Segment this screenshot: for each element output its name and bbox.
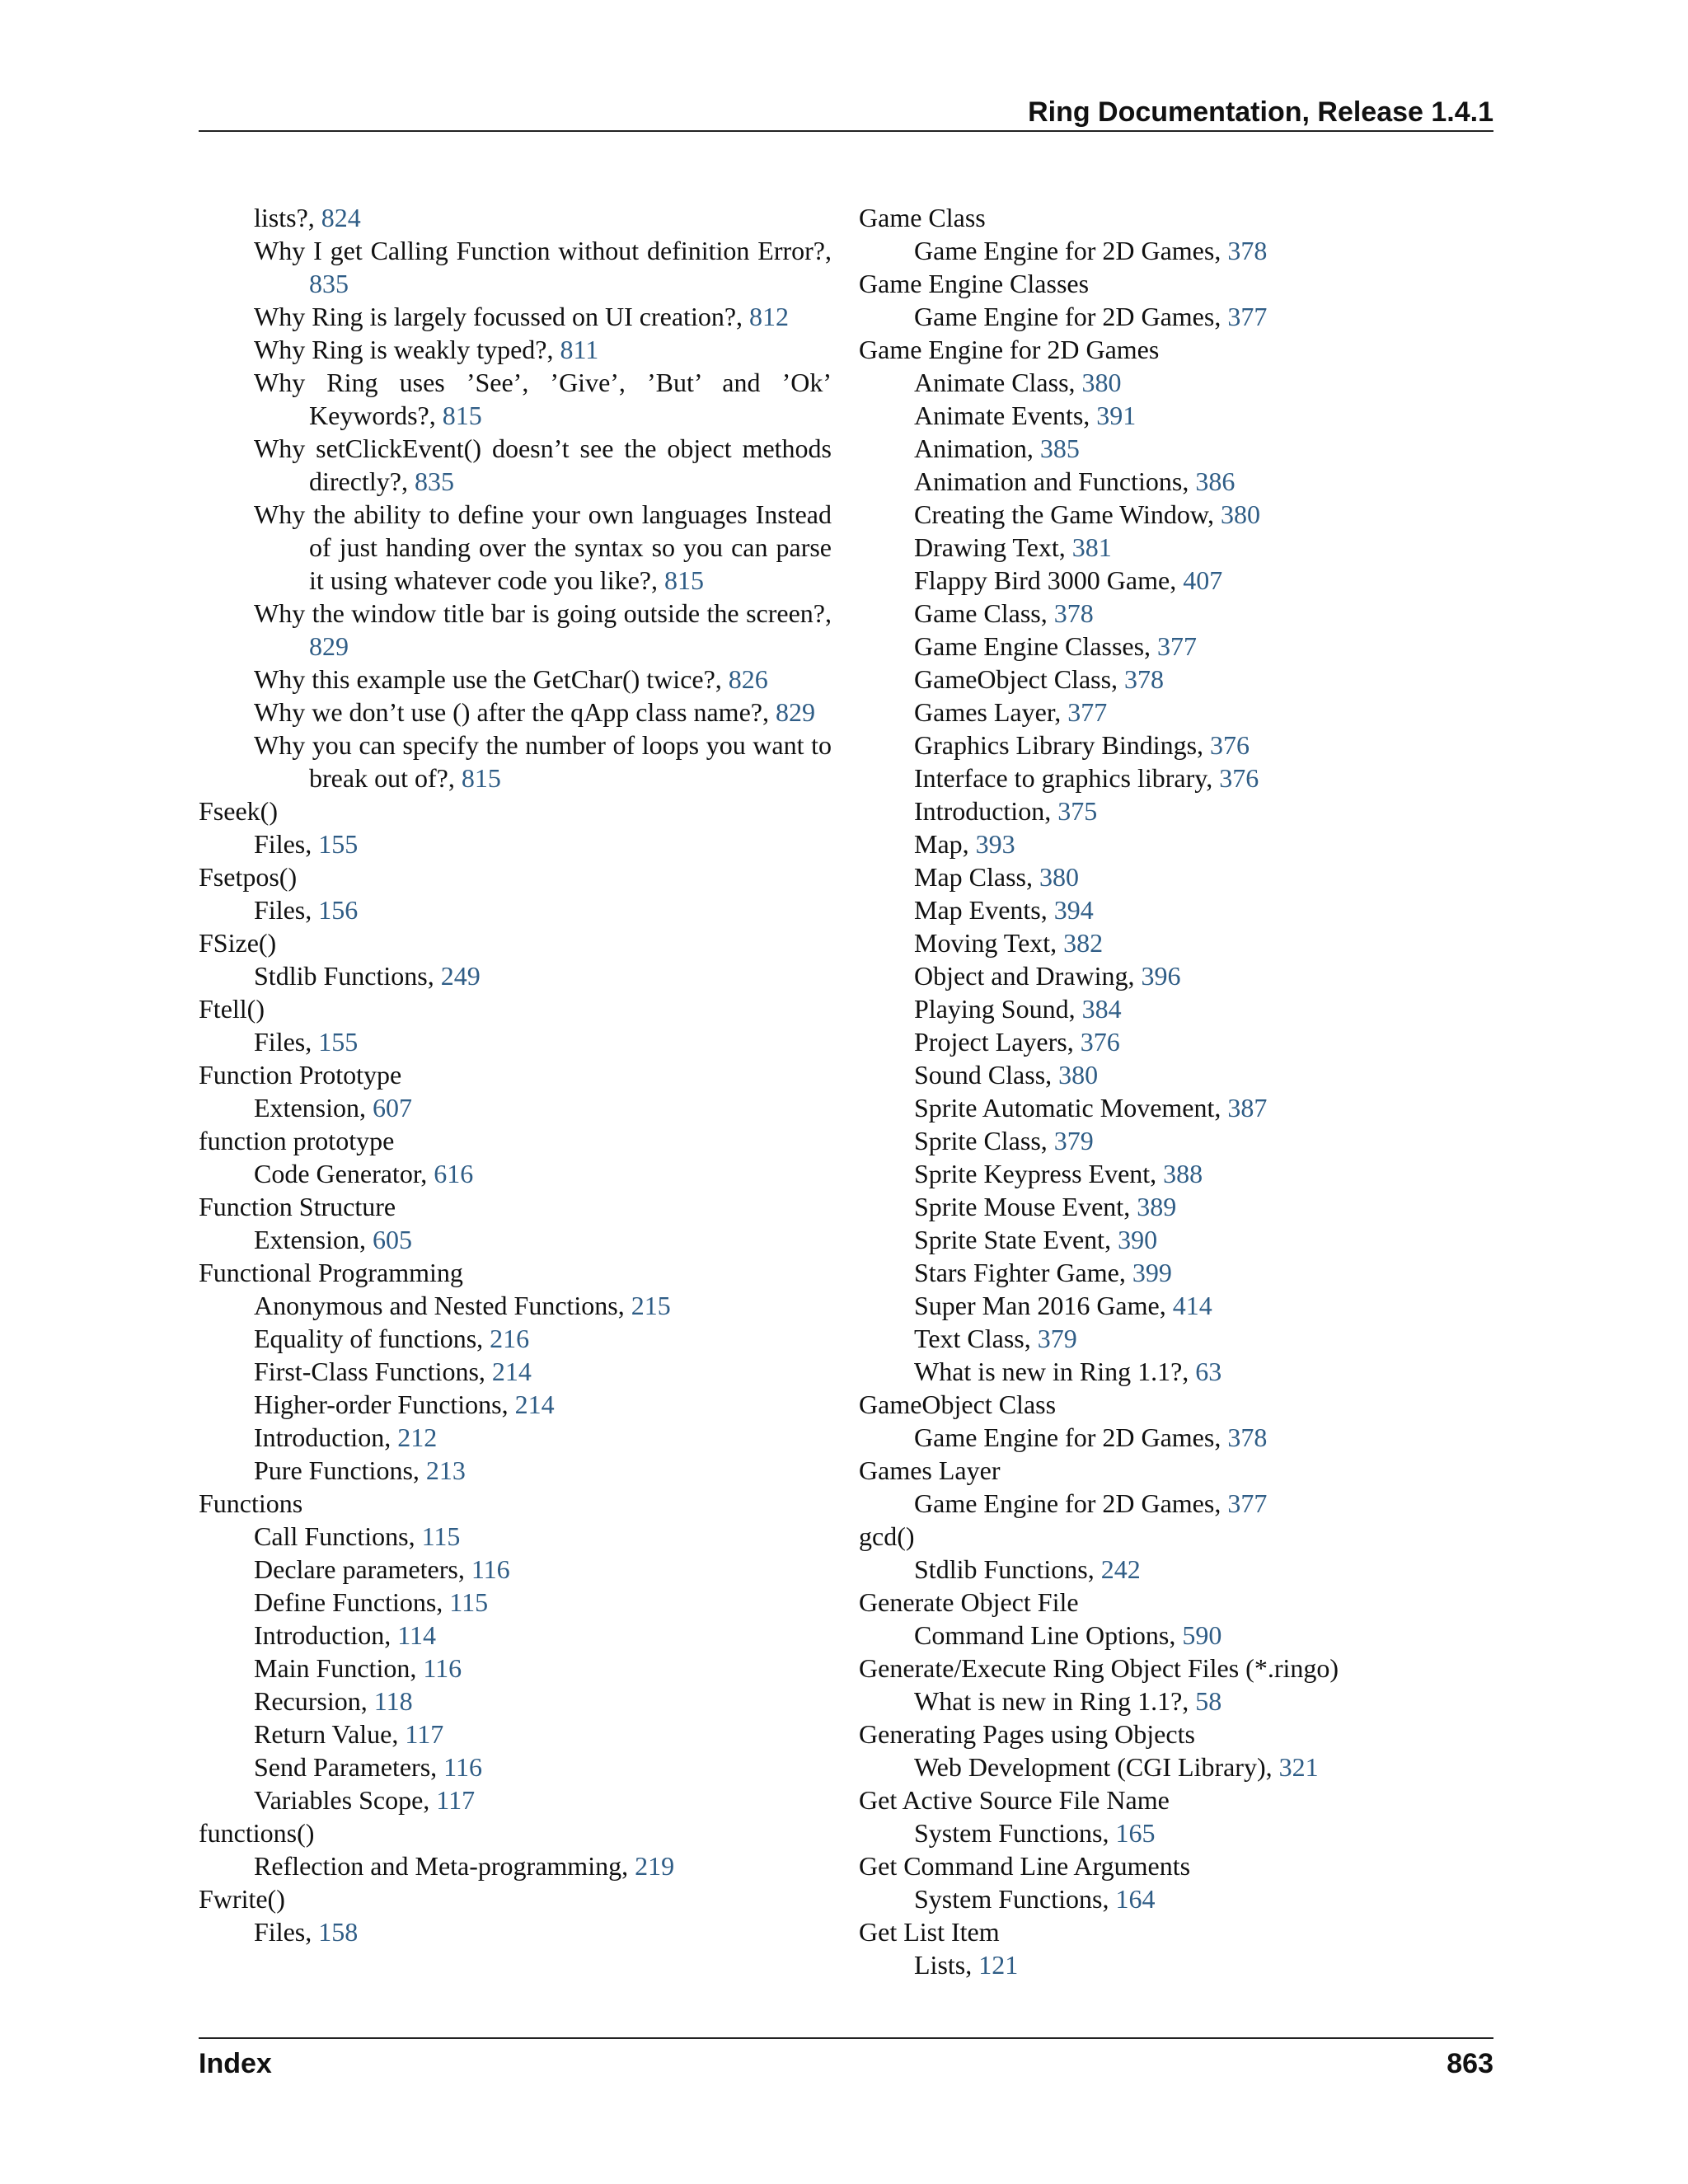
page-link[interactable]: 815 — [663, 565, 704, 595]
entry-text: Object and Drawing, — [914, 961, 1142, 991]
index-term — [859, 1388, 1493, 1421]
entry-text: GameObject Class, — [914, 664, 1125, 694]
index-subentry — [859, 1619, 1493, 1652]
index-subentry — [199, 1355, 832, 1388]
page-link[interactable]: 824 — [321, 203, 361, 232]
entry-text: Game Engine for 2D Games, — [914, 236, 1228, 265]
index-subentry — [859, 531, 1493, 564]
entry-text: Get Active Source File Name — [859, 1785, 1170, 1815]
entry-text: Equality of functions, — [254, 1324, 490, 1353]
index-column-left — [199, 201, 832, 1948]
page-link[interactable]: 115 — [449, 1587, 489, 1617]
index-term — [199, 1124, 832, 1157]
entry-text: Files, — [254, 895, 319, 925]
index-subentry — [859, 762, 1493, 794]
index-subentry — [859, 1256, 1493, 1289]
index-term — [199, 1256, 832, 1289]
index-term — [859, 1520, 1493, 1553]
index-subentry — [199, 663, 832, 696]
index-subentry — [199, 366, 832, 432]
index-term — [859, 1915, 1493, 1948]
entry-text: Variables Scope, — [254, 1785, 437, 1815]
entry-text: Animate Events, — [914, 401, 1097, 430]
entry-text: Games Layer — [859, 1455, 1001, 1485]
page-link[interactable]: 379 — [1037, 1324, 1077, 1353]
entry-text: Files, — [254, 1917, 319, 1947]
page-link[interactable]: 380 — [1058, 1060, 1099, 1090]
index-term — [199, 1190, 832, 1223]
index-subentry — [199, 1421, 832, 1454]
page-link[interactable]: 164 — [1115, 1884, 1156, 1914]
entry-text: Game Engine Classes, — [914, 631, 1158, 661]
entry-text: Why we don’t use () after the qApp class name?, — [254, 697, 776, 727]
index-term — [199, 860, 832, 893]
entry-text: Playing Sound, — [914, 994, 1082, 1024]
entry-text: functions() — [199, 1818, 315, 1848]
page-link[interactable]: 391 — [1096, 401, 1137, 430]
index-subentry — [859, 1882, 1493, 1915]
page-link[interactable]: 165 — [1115, 1818, 1156, 1848]
page-link[interactable]: 219 — [635, 1851, 675, 1881]
page-link[interactable]: 376 — [1080, 1027, 1120, 1057]
index-term — [199, 1882, 832, 1915]
entry-text: System Functions, — [914, 1884, 1116, 1914]
index-subentry — [199, 1685, 832, 1718]
entry-text: Main Function, — [254, 1653, 424, 1683]
page-link[interactable]: 826 — [728, 664, 768, 694]
index-subentry — [859, 1685, 1493, 1718]
entry-text: Send Parameters, — [254, 1752, 444, 1782]
entry-text: gcd() — [859, 1521, 915, 1551]
entry-text: function prototype — [199, 1126, 395, 1155]
page-link[interactable]: 116 — [443, 1752, 482, 1782]
index-subentry — [859, 1750, 1493, 1783]
index-subentry — [859, 432, 1493, 465]
entry-text: Reflection and Meta-programming, — [254, 1851, 635, 1881]
entry-text: Generate Object File — [859, 1587, 1079, 1617]
entry-text: Files, — [254, 829, 319, 859]
index-subentry — [199, 959, 832, 992]
page-link[interactable]: 215 — [631, 1291, 671, 1320]
entry-text: Animation and Functions, — [914, 466, 1196, 496]
entry-text: Sprite Mouse Event, — [914, 1192, 1137, 1221]
entry-text: Map Class, — [914, 862, 1039, 892]
index-subentry — [859, 1190, 1493, 1223]
entry-text: System Functions, — [914, 1818, 1116, 1848]
page-link[interactable]: 414 — [1172, 1291, 1212, 1320]
index-term — [859, 1454, 1493, 1487]
index-subentry — [859, 1058, 1493, 1091]
index-subentry — [199, 827, 832, 860]
index-subentry — [199, 1750, 832, 1783]
entry-text: Sprite State Event, — [914, 1225, 1118, 1254]
page-link[interactable]: 155 — [318, 829, 359, 859]
page-link[interactable]: 393 — [975, 829, 1015, 859]
index-term — [859, 1718, 1493, 1750]
page-link[interactable]: 378 — [1053, 598, 1094, 628]
index-term — [859, 1783, 1493, 1816]
page-link[interactable]: 155 — [318, 1027, 359, 1057]
document-title: Ring Documentation, Release 1.4.1 — [1028, 96, 1493, 128]
entry-text: Ftell() — [199, 994, 265, 1024]
page-link[interactable]: 389 — [1137, 1192, 1177, 1221]
entry-text: Extension, — [254, 1225, 373, 1254]
index-term — [199, 992, 832, 1025]
page-link[interactable]: 835 — [309, 269, 349, 298]
index-subentry — [859, 1487, 1493, 1520]
index-subentry — [199, 1783, 832, 1816]
index-term — [859, 333, 1493, 366]
entry-text: Graphics Library Bindings, — [914, 730, 1211, 760]
page-link[interactable]: 380 — [1039, 862, 1079, 892]
page-link[interactable]: 115 — [421, 1521, 461, 1551]
page-link[interactable]: 387 — [1227, 1093, 1268, 1122]
index-subentry — [199, 1849, 832, 1882]
index-subentry — [199, 1619, 832, 1652]
index-subentry — [859, 827, 1493, 860]
index-subentry — [859, 498, 1493, 531]
entry-text: Why this example use the GetChar() twice?, — [254, 664, 729, 694]
page-link[interactable]: 384 — [1081, 994, 1122, 1024]
index-subentry — [199, 1586, 832, 1619]
index-subentry — [199, 201, 832, 234]
entry-text: Why Ring is weakly typed?, — [254, 335, 560, 364]
entry-text: Project Layers, — [914, 1027, 1081, 1057]
page-link[interactable]: 396 — [1141, 961, 1181, 991]
index-term — [859, 1586, 1493, 1619]
page-link[interactable]: 829 — [309, 631, 349, 661]
entry-text: First-Class Functions, — [254, 1357, 492, 1386]
page-number: 863 — [1447, 2048, 1493, 2079]
entry-text: Function Structure — [199, 1192, 396, 1221]
index-subentry — [859, 794, 1493, 827]
index-subentry — [859, 234, 1493, 267]
page-link[interactable]: 378 — [1227, 1422, 1268, 1452]
entry-text: Call Functions, — [254, 1521, 422, 1551]
index-subentry — [859, 1355, 1493, 1388]
entry-text: Why setClickEvent() doesn’t see the object methods directly?, — [254, 434, 832, 496]
entry-text: Functions — [199, 1488, 303, 1518]
index-subentry — [199, 696, 832, 729]
entry-text: Game Class, — [914, 598, 1054, 628]
index-subentry — [199, 1091, 832, 1124]
index-subentry — [859, 597, 1493, 630]
entry-text: Games Layer, — [914, 697, 1068, 727]
index-subentry — [859, 959, 1493, 992]
page-link[interactable]: 390 — [1118, 1225, 1158, 1254]
entry-text: Animate Class, — [914, 368, 1082, 397]
page-link[interactable]: 377 — [1227, 1488, 1268, 1518]
entry-text: Pure Functions, — [254, 1455, 426, 1485]
index-term — [199, 1816, 832, 1849]
entry-text: Sound Class, — [914, 1060, 1059, 1090]
page-link[interactable]: 156 — [318, 895, 359, 925]
entry-text: Stars Fighter Game, — [914, 1258, 1132, 1287]
entry-text: Game Engine Classes — [859, 269, 1090, 298]
entry-text: Why you can specify the number of loops you want to break out of?, — [254, 730, 832, 793]
index-subentry — [199, 1322, 832, 1355]
entry-text: Map, — [914, 829, 976, 859]
entry-text: Declare parameters, — [254, 1554, 471, 1584]
index-subentry — [859, 1948, 1493, 1981]
entry-text: Fseek() — [199, 796, 278, 826]
index-subentry — [859, 564, 1493, 597]
page-link[interactable]: 378 — [1124, 664, 1165, 694]
index-subentry — [199, 597, 832, 663]
entry-text: Why I get Calling Function without definition Error?, — [254, 236, 832, 265]
entry-text: Recursion, — [254, 1686, 374, 1716]
entry-text: What is new in Ring 1.1?, — [914, 1686, 1196, 1716]
index-subentry — [859, 1289, 1493, 1322]
index-subentry — [859, 1223, 1493, 1256]
page-link[interactable]: 385 — [1039, 434, 1080, 463]
index-subentry — [859, 893, 1493, 926]
index-subentry — [859, 1421, 1493, 1454]
entry-text: Command Line Options, — [914, 1620, 1183, 1650]
entry-text: GameObject Class — [859, 1390, 1057, 1419]
entry-text: Sprite Class, — [914, 1126, 1054, 1155]
index-subentry — [859, 663, 1493, 696]
entry-text: Define Functions, — [254, 1587, 450, 1617]
page-link[interactable]: 811 — [560, 335, 599, 364]
page-link[interactable]: 835 — [414, 466, 454, 496]
page-link[interactable]: 116 — [423, 1653, 462, 1683]
entry-text: Flappy Bird 3000 Game, — [914, 565, 1184, 595]
entry-text: Code Generator, — [254, 1159, 434, 1188]
index-term — [199, 926, 832, 959]
entry-text: What is new in Ring 1.1?, — [914, 1357, 1196, 1386]
page-link[interactable]: 114 — [397, 1620, 436, 1650]
entry-text: Sprite Keypress Event, — [914, 1159, 1164, 1188]
page-link[interactable]: 377 — [1157, 631, 1198, 661]
index-subentry — [199, 1157, 832, 1190]
entry-text: Interface to graphics library, — [914, 763, 1220, 793]
index-subentry — [859, 1025, 1493, 1058]
entry-text: Introduction, — [914, 796, 1058, 826]
entry-text: Introduction, — [254, 1620, 398, 1650]
entry-text: Anonymous and Nested Functions, — [254, 1291, 631, 1320]
entry-text: Higher-order Functions, — [254, 1390, 515, 1419]
entry-text: Get List Item — [859, 1917, 1000, 1947]
index-subentry — [859, 696, 1493, 729]
index-subentry — [859, 860, 1493, 893]
index-term — [859, 1652, 1493, 1685]
index-subentry — [859, 992, 1493, 1025]
page-link[interactable]: 321 — [1278, 1752, 1319, 1782]
index-subentry — [199, 300, 832, 333]
page-link[interactable]: 118 — [373, 1686, 413, 1716]
index-subentry — [199, 432, 832, 498]
index-subentry — [199, 498, 832, 597]
index-subentry — [199, 234, 832, 300]
entry-text: Moving Text, — [914, 928, 1064, 958]
index-subentry — [859, 1124, 1493, 1157]
entry-text: Why Ring uses ’See’, ’Give’, ’But’ and ’Ok’ Keywords?, — [254, 368, 832, 430]
page-link[interactable]: 382 — [1063, 928, 1104, 958]
entry-text: Fwrite() — [199, 1884, 285, 1914]
index-term — [199, 794, 832, 827]
index-subentry — [859, 300, 1493, 333]
entry-text: Drawing Text, — [914, 532, 1072, 562]
page-link[interactable]: 394 — [1053, 895, 1094, 925]
page-link[interactable]: 58 — [1195, 1686, 1222, 1716]
page-link[interactable]: 380 — [1081, 368, 1122, 397]
entry-text: Game Engine for 2D Games, — [914, 1488, 1228, 1518]
page-link[interactable]: 216 — [490, 1324, 530, 1353]
page-link[interactable]: 214 — [514, 1390, 555, 1419]
page-link[interactable]: 213 — [425, 1455, 466, 1485]
page-link[interactable]: 378 — [1227, 236, 1268, 265]
index-subentry — [859, 729, 1493, 762]
index-term — [859, 267, 1493, 300]
entry-text: Generate/Execute Ring Object Files (*.ringo) — [859, 1653, 1339, 1683]
index-subentry — [859, 1091, 1493, 1124]
index-subentry — [859, 630, 1493, 663]
entry-text: FSize() — [199, 928, 277, 958]
entry-text: Lists, — [914, 1950, 979, 1980]
entry-text: Text Class, — [914, 1324, 1038, 1353]
index-subentry — [199, 1223, 832, 1256]
page-link[interactable]: 381 — [1071, 532, 1112, 562]
index-subentry — [199, 1718, 832, 1750]
page-link[interactable]: 815 — [442, 401, 482, 430]
page-link[interactable]: 117 — [405, 1719, 444, 1749]
entry-text: Return Value, — [254, 1719, 406, 1749]
entry-text: Super Man 2016 Game, — [914, 1291, 1173, 1320]
entry-text: Extension, — [254, 1093, 373, 1122]
page-link[interactable]: 121 — [978, 1950, 1019, 1980]
index-subentry — [859, 465, 1493, 498]
page-link[interactable]: 605 — [372, 1225, 412, 1254]
entry-text: Stdlib Functions, — [914, 1554, 1101, 1584]
index-subentry — [199, 1652, 832, 1685]
index-subentry — [199, 729, 832, 794]
index-subentry — [199, 1289, 832, 1322]
page-link[interactable]: 376 — [1210, 730, 1250, 760]
entry-text: Map Events, — [914, 895, 1054, 925]
entry-text: Animation, — [914, 434, 1040, 463]
entry-text: lists?, — [254, 203, 321, 232]
entry-text: Game Engine for 2D Games — [859, 335, 1160, 364]
page-link[interactable]: 117 — [436, 1785, 476, 1815]
page-link[interactable]: 607 — [372, 1093, 412, 1122]
entry-text: Game Engine for 2D Games, — [914, 1422, 1228, 1452]
page-link[interactable]: 829 — [775, 697, 815, 727]
page-link[interactable]: 377 — [1227, 302, 1268, 331]
index-subentry — [199, 1388, 832, 1421]
index-subentry — [859, 399, 1493, 432]
page-link[interactable]: 376 — [1219, 763, 1259, 793]
index-subentry — [859, 1322, 1493, 1355]
entry-text: Files, — [254, 1027, 319, 1057]
page-link[interactable]: 815 — [461, 763, 501, 793]
index-subentry — [859, 1553, 1493, 1586]
index-term — [199, 1058, 832, 1091]
index-subentry — [859, 926, 1493, 959]
entry-text: Why the ability to define your own languages Instead of just handing over the syntax so you can parse it using whatever code you like?, — [254, 499, 832, 595]
footer-section-label: Index — [199, 2048, 272, 2079]
entry-text: Fsetpos() — [199, 862, 298, 892]
index-subentry — [199, 1553, 832, 1586]
page-header — [199, 94, 1493, 132]
page-link[interactable]: 399 — [1132, 1258, 1172, 1287]
page-link[interactable]: 249 — [440, 961, 481, 991]
entry-text: Function Prototype — [199, 1060, 402, 1090]
entry-text: Get Command Line Arguments — [859, 1851, 1191, 1881]
entry-text: Game Class — [859, 203, 986, 232]
index-subentry — [859, 1157, 1493, 1190]
index-term — [199, 1487, 832, 1520]
entry-text: Stdlib Functions, — [254, 961, 441, 991]
entry-text: Web Development (CGI Library), — [914, 1752, 1279, 1782]
page-link[interactable]: 379 — [1053, 1126, 1094, 1155]
page-link[interactable]: 377 — [1067, 697, 1108, 727]
index-subentry — [199, 333, 832, 366]
index-subentry — [859, 366, 1493, 399]
page-link[interactable]: 63 — [1195, 1357, 1222, 1386]
page-link[interactable]: 375 — [1057, 796, 1098, 826]
index-subentry — [859, 1816, 1493, 1849]
page-link[interactable]: 380 — [1220, 499, 1260, 529]
page-link[interactable]: 812 — [749, 302, 790, 331]
entry-text: Functional Programming — [199, 1258, 463, 1287]
page-link[interactable]: 214 — [491, 1357, 532, 1386]
entry-text: Why Ring is largely focussed on UI creation?, — [254, 302, 750, 331]
page-link[interactable]: 407 — [1183, 565, 1223, 595]
entry-text: Generating Pages using Objects — [859, 1719, 1195, 1749]
page-link[interactable]: 616 — [434, 1159, 474, 1188]
page-link[interactable]: 590 — [1182, 1620, 1222, 1650]
index-subentry — [199, 1025, 832, 1058]
index-subentry — [199, 1454, 832, 1487]
page-link[interactable]: 388 — [1163, 1159, 1203, 1188]
page-footer — [199, 2037, 1493, 2080]
index-column-right — [859, 201, 1493, 1981]
index-term — [859, 1849, 1493, 1882]
index-subentry — [199, 1915, 832, 1948]
entry-text: Sprite Automatic Movement, — [914, 1093, 1228, 1122]
entry-text: Creating the Game Window, — [914, 499, 1221, 529]
entry-text: Introduction, — [254, 1422, 398, 1452]
index-term — [859, 201, 1493, 234]
page-link[interactable]: 386 — [1195, 466, 1236, 496]
index-subentry — [199, 893, 832, 926]
page-link[interactable]: 242 — [1100, 1554, 1141, 1584]
entry-text: Why the window title bar is going outside the screen?, — [254, 598, 832, 628]
page-link[interactable]: 212 — [397, 1422, 438, 1452]
index-subentry — [199, 1520, 832, 1553]
entry-text: Game Engine for 2D Games, — [914, 302, 1228, 331]
page-link[interactable]: 158 — [318, 1917, 359, 1947]
page-link[interactable]: 116 — [471, 1554, 510, 1584]
